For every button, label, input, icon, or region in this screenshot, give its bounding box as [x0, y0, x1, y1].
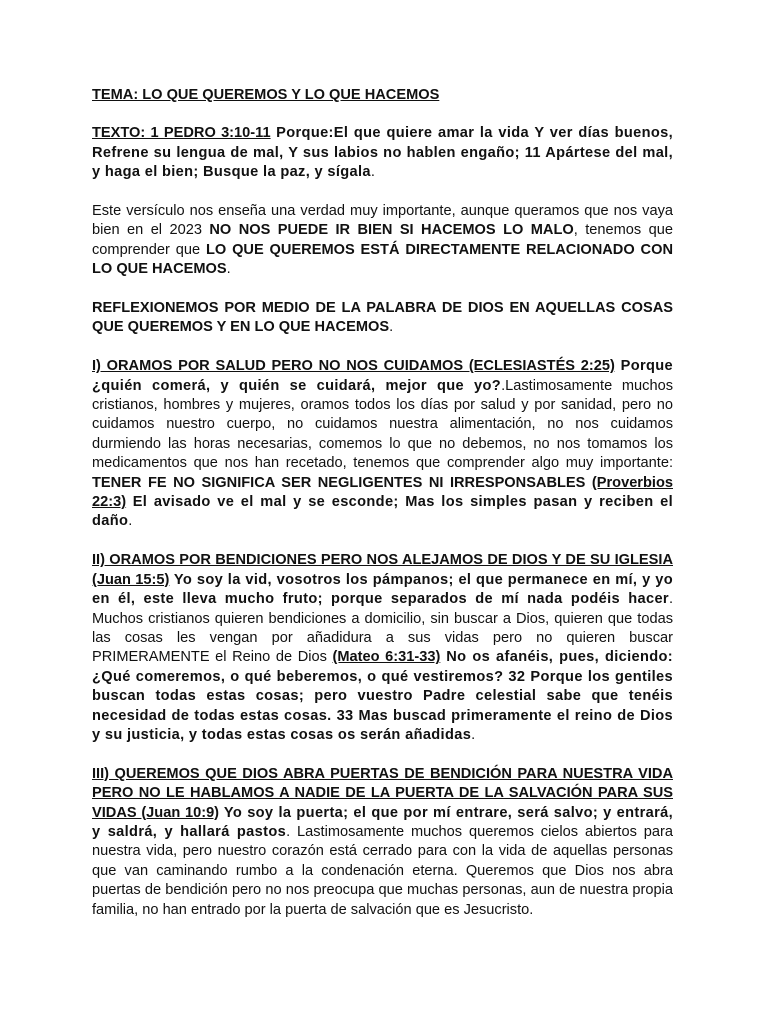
texto-reference: TEXTO: 1 PEDRO 3:10-11	[92, 125, 271, 142]
intro-end: .	[226, 261, 231, 278]
section-3-heading: III) QUEREMOS QUE DIOS ABRA PUERTAS DE BENDICIÓN PARA NUESTRA VIDA PERO NO LE HABLAMOS A NADIE DE LA PUERTA DE LA SALVACIÓN PARA SUS VIDAS (Juan 10:9)	[92, 765, 673, 821]
section-1-end: .	[128, 513, 133, 530]
document-title: TEMA: LO QUE QUEREMOS Y LO QUE HACEMOS	[92, 87, 440, 103]
intro-bold-1: NO NOS PUEDE IR BIEN SI HACEMOS LO MALO	[209, 222, 574, 239]
section-2-text: . Muchos cristianos quieren bendiciones a domicilio, sin buscar a Dios, quieren que todas las cosas les vengan por añadidura a sus vidas pero no quieren buscar PRIMERAMENTE el Reino de Dios	[92, 591, 673, 666]
section-1-text: .Lastimosamente muchos cristianos, hombres y mujeres, oramos todos los días por salud y por sanidad, pero no cuidamos nuestro cuerpo, no cuidamos nuestra alimentación, no nos cuidamos durmiendo las horas necesarias, comemos lo que no debemos, no nos tomamos los medicamentos que nos han recetado, tenemos que comprender algo muy importante:	[92, 377, 673, 472]
texto-end: .	[370, 164, 375, 181]
section-2-verse: Yo soy la vid, vosotros los pámpanos; el que permanece en mí, y yo en él, este lleva mucho fruto; porque separados de mí nada podéis hacer	[92, 571, 674, 608]
intro-paragraph	[92, 202, 673, 280]
texto-paragraph	[92, 124, 673, 182]
section-2-bold-verse: No os afanéis, pues, diciendo: ¿Qué comeremos, o qué beberemos, o qué vestiremos? 32 Porque los gentiles buscan todas estas cosas; pero vuestro Padre celestial sabe que tenéis necesidad de todas estas cosas. 33 Mas buscad primeramente el reino de Dios y su justicia, y todas estas cosas os serán añadidas	[92, 649, 673, 743]
section-2-end: .	[471, 726, 476, 743]
intro-bold-2: LO QUE QUEREMOS ESTÁ DIRECTAMENTE RELACIONADO CON LO QUE HACEMOS	[92, 241, 673, 278]
section-3-verse: Yo soy la puerta; el que por mí entrare, será salvo; y entrará, y saldrá, y hallará pastos	[92, 804, 673, 840]
section-1-reference: (Proverbios 22:3)	[92, 474, 673, 511]
section-3-text: . Lastimosamente muchos queremos cielos abiertos para nuestra vida, pero nuestro corazón está cerrado para con la vida de aquellas personas que van caminando rumbo a la condenación eterna. Queremos que Dios nos abra puertas de bendición pero no nos preocupa que muchas personas, aun de nuestra propia familia, no han entrado por la puerta de salvación que es Jesucristo.	[92, 823, 673, 918]
section-2-heading: II) ORAMOS POR BENDICIONES PERO NOS ALEJAMOS DE DIOS Y DE SU IGLESIA (Juan 15:5)	[92, 552, 673, 588]
texto-verse: Porque:El que quiere amar la vida Y ver días buenos, Refrene su lengua de mal, Y sus labios no hablen engaño; 11 Apártese del mal, y haga el bien; Busque la paz, y sígala	[92, 125, 673, 181]
document-page	[92, 86, 673, 939]
intro-text-1: Este versículo nos enseña una verdad muy importante, aunque queramos que nos vaya bien en el 2023	[92, 203, 673, 239]
section-1-verse: Porque ¿quién comerá, y quién se cuidará, mejor que yo?	[92, 358, 674, 394]
section-3-paragraph	[92, 765, 673, 920]
section-2-paragraph	[92, 551, 673, 745]
reflexion-end: .	[389, 319, 394, 336]
section-1-bold: TENER FE NO SIGNIFICA SER NEGLIGENTES NI IRRESPONSABLES	[92, 474, 592, 491]
section-1-paragraph	[92, 357, 673, 532]
reflexion-paragraph	[92, 299, 673, 338]
reflexion-text: REFLEXIONEMOS POR MEDIO DE LA PALABRA DE DIOS EN AQUELLAS COSAS QUE QUEREMOS Y EN LO QUE HACEMOS	[92, 300, 673, 336]
section-2-reference: (Mateo 6:31-33)	[332, 649, 441, 666]
intro-text-2: , tenemos que comprender que	[92, 222, 673, 258]
section-1-bold-verse: El avisado ve el mal y se esconde; Mas los simples pasan y reciben el daño	[92, 494, 673, 530]
section-1-heading: I) ORAMOS POR SALUD PERO NO NOS CUIDAMOS (ECLESIASTÉS 2:25)	[92, 358, 615, 375]
